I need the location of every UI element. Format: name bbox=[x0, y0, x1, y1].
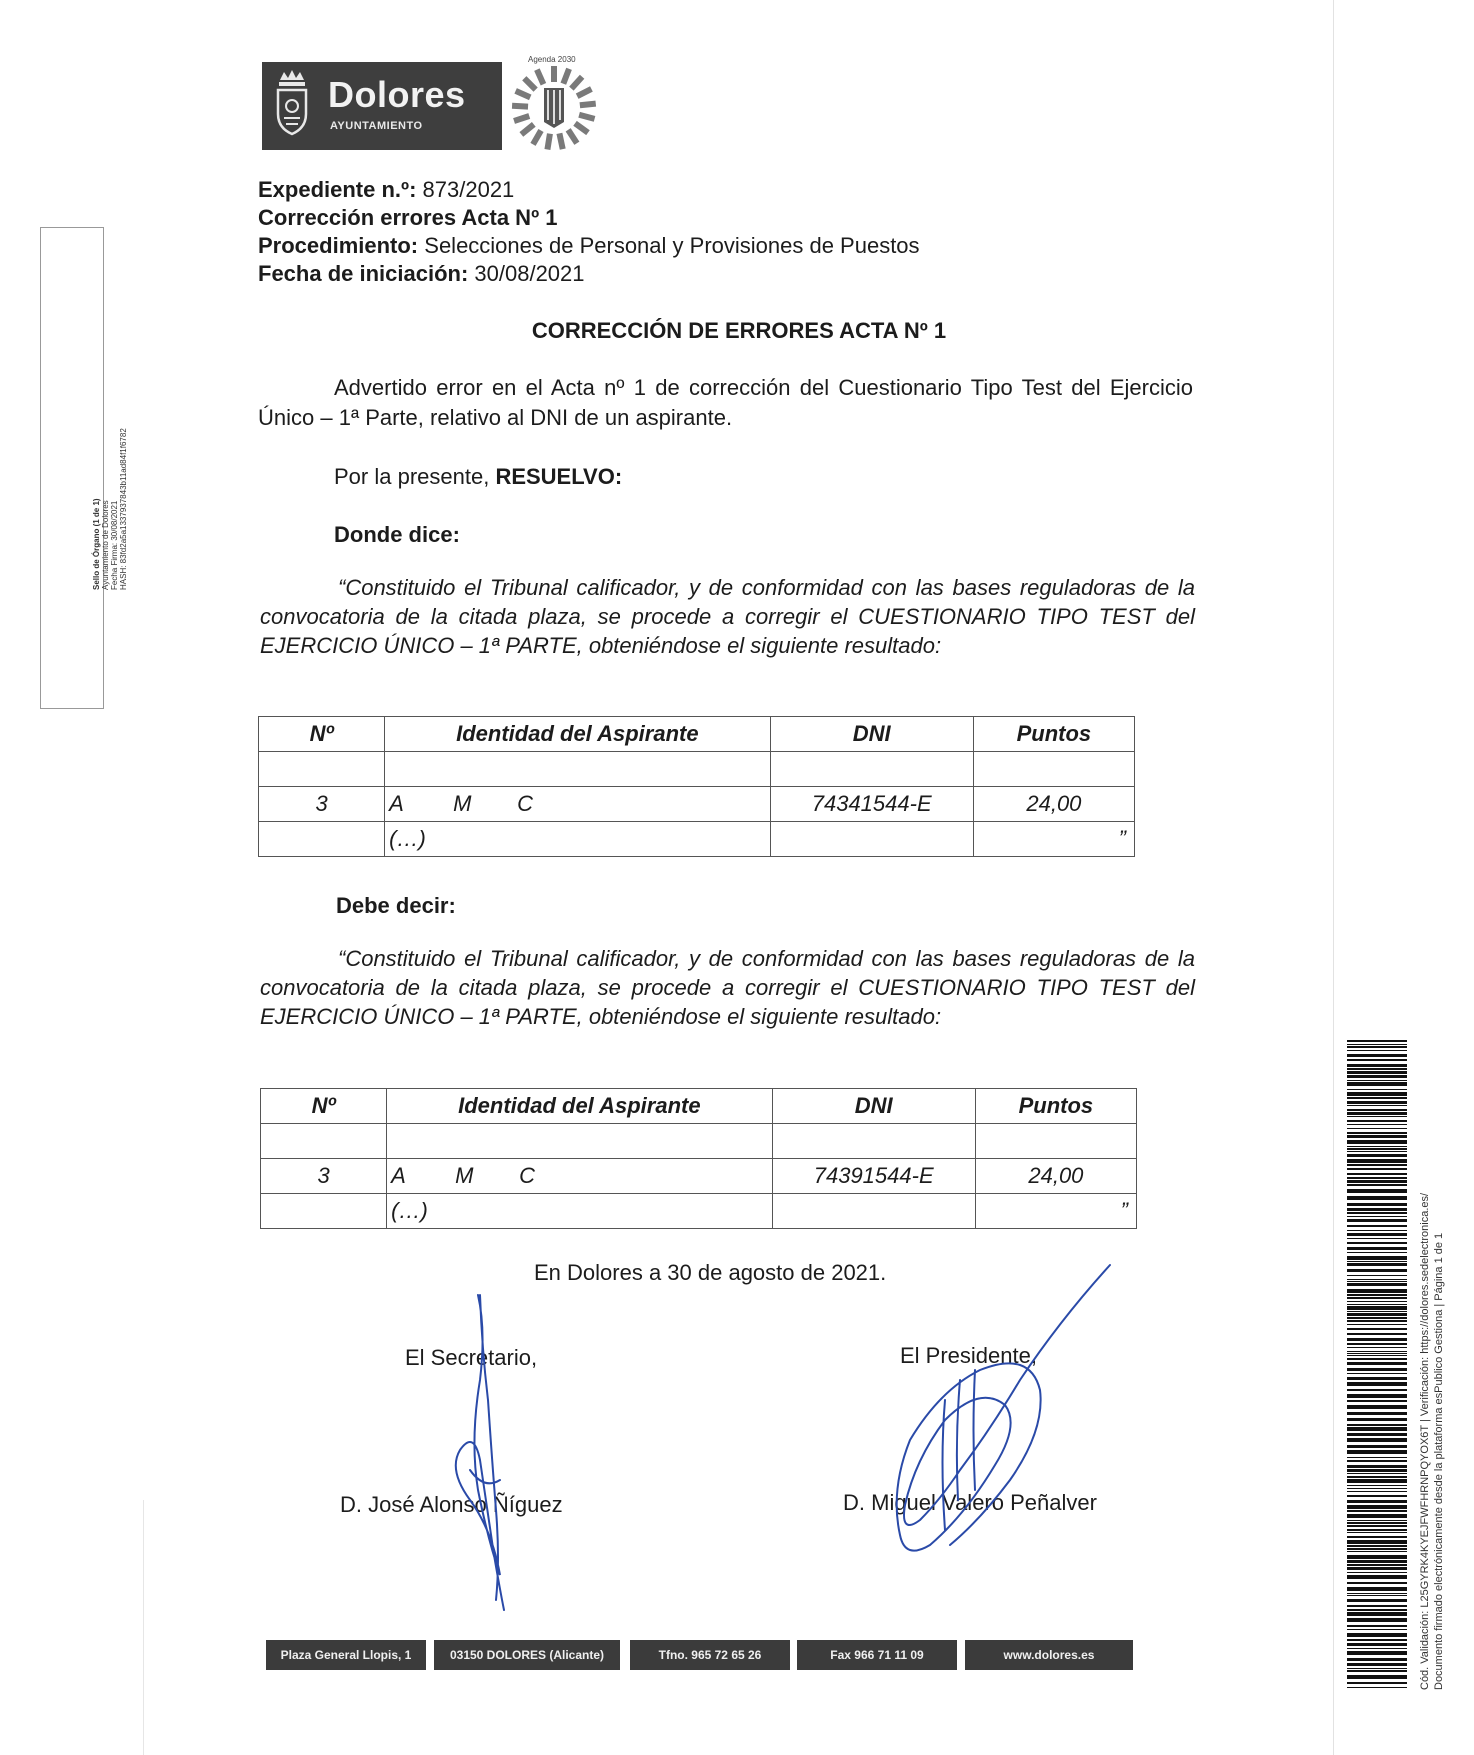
resolution-line bbox=[334, 462, 622, 492]
debe-decir-heading: Debe decir: bbox=[336, 893, 456, 918]
procedimiento-label: Procedimiento: bbox=[258, 233, 419, 258]
row-points: 24,00 bbox=[975, 1159, 1136, 1194]
resuelvo: RESUELVO: bbox=[495, 464, 623, 489]
header-points: Puntos bbox=[975, 1089, 1136, 1124]
validation-line-1: Cód. Validación: L25GYRK4KYEJFWFHRNPQYOX6T | Verificación: https://dolores.sedelectronica.es/ bbox=[1419, 1192, 1431, 1690]
presidente-role: El Presidente, bbox=[900, 1343, 1037, 1368]
seal-line-1: Sello de Órgano (1 de 1) bbox=[92, 498, 101, 590]
intro-paragraph: Advertido error en el Acta nº 1 de corrección del Cuestionario Tipo Test del Ejercicio Único – 1ª Parte, relativo al DNI de un aspirante. bbox=[258, 375, 1193, 430]
table-row-ellipsis bbox=[261, 1194, 1137, 1229]
footer-web[interactable]: www.dolores.es bbox=[965, 1640, 1133, 1670]
presidente-name: D. Miguel Valero Peñalver bbox=[843, 1490, 1097, 1515]
agenda-label: Agenda 2030 bbox=[528, 55, 576, 64]
quote-paragraph-original: “Constituido el Tribunal calificador, y de conformidad con las bases reguladoras de la convocatoria de la citada plaza, se procede a corregir el CUESTIONARIO TIPO TEST del EJERCICIO ÚNICO – 1ª PARTE, obteniéndose el siguiente resultado: bbox=[260, 575, 1195, 658]
header-identity: Identidad del Aspirante bbox=[385, 717, 770, 752]
row-num: 3 bbox=[261, 1159, 387, 1194]
quote-paragraph-corrected: “Constituido el Tribunal calificador, y de conformidad con las bases reguladoras de la convocatoria de la citada plaza, se procede a corregir el CUESTIONARIO TIPO TEST del EJERCICIO ÚNICO – 1ª PARTE, obteniéndose el siguiente resultado: bbox=[260, 946, 1195, 1029]
donde-dice-heading: Donde dice: bbox=[334, 522, 460, 547]
seal-text bbox=[92, 428, 128, 590]
validation-text bbox=[1418, 1193, 1446, 1690]
secretario-role: El Secretario, bbox=[405, 1345, 538, 1370]
barcode-icon bbox=[1347, 1040, 1407, 1688]
row-dni: 74341544-E bbox=[770, 787, 973, 822]
results-table-corrected bbox=[260, 1088, 1137, 1229]
procedimiento-value: Selecciones de Personal y Provisiones de Puestos bbox=[424, 233, 920, 258]
document-meta bbox=[258, 176, 920, 288]
ellipsis: (…) bbox=[385, 822, 770, 857]
validation-line-2: Documento firmado electrónicamente desde la plataforma esPublico Gestiona | Página 1 de 1 bbox=[1433, 1232, 1445, 1690]
table-row bbox=[259, 787, 1135, 822]
secretario-signature bbox=[456, 1295, 504, 1610]
secretario-name: D. José Alonso Ñíguez bbox=[340, 1492, 563, 1517]
footer-phone: Tfno. 965 72 65 26 bbox=[630, 1640, 790, 1670]
table-header-row bbox=[259, 717, 1135, 752]
header-num: Nº bbox=[261, 1089, 387, 1124]
page-edge-line bbox=[1333, 0, 1334, 1755]
table-row bbox=[261, 1159, 1137, 1194]
header-dni: DNI bbox=[770, 717, 973, 752]
seal-line-2: Ayuntamiento de Dolores bbox=[101, 500, 110, 590]
table-row-empty bbox=[261, 1124, 1137, 1159]
closing-quote: ” bbox=[1118, 826, 1126, 851]
place-date: En Dolores a 30 de agosto de 2021. bbox=[534, 1260, 887, 1285]
ellipsis: (…) bbox=[387, 1194, 772, 1229]
results-table-original bbox=[258, 716, 1135, 857]
header-num: Nº bbox=[259, 717, 385, 752]
row-identity: A M C bbox=[385, 787, 770, 822]
closing-quote: ” bbox=[1120, 1198, 1128, 1223]
footer-postal: 03150 DOLORES (Alicante) bbox=[434, 1640, 620, 1670]
row-dni: 74391544-E bbox=[772, 1159, 975, 1194]
fecha-label: Fecha de iniciación: bbox=[258, 261, 469, 286]
por-la-presente: Por la presente, bbox=[334, 464, 490, 489]
dolores-logo bbox=[262, 62, 502, 150]
fecha-value: 30/08/2021 bbox=[474, 261, 585, 286]
footer-address: Plaza General Llopis, 1 bbox=[266, 1640, 426, 1670]
table-row-empty bbox=[259, 752, 1135, 787]
logo-name: Dolores bbox=[328, 74, 466, 115]
footer-fax: Fax 966 71 11 09 bbox=[797, 1640, 957, 1670]
header-identity: Identidad del Aspirante bbox=[387, 1089, 772, 1124]
expediente-value: 873/2021 bbox=[422, 177, 515, 202]
seal-line-3: Fecha Firma: 30/08/2021 bbox=[110, 500, 119, 590]
seal-line-4: HASH: 83fd2a5a1337937843b11ad84f1f6782 bbox=[119, 428, 128, 590]
row-points: 24,00 bbox=[973, 787, 1134, 822]
agenda-2030-icon bbox=[508, 54, 600, 154]
table-row-ellipsis bbox=[259, 822, 1135, 857]
logo-subtitle: AYUNTAMIENTO bbox=[330, 120, 423, 132]
expediente-label: Expediente n.º: bbox=[258, 177, 417, 202]
document-title: CORRECCIÓN DE ERRORES ACTA Nº 1 bbox=[531, 318, 947, 343]
crest-icon bbox=[272, 70, 312, 142]
row-identity: A M C bbox=[387, 1159, 772, 1194]
correccion-line: Corrección errores Acta Nº 1 bbox=[258, 205, 558, 230]
page-edge-line bbox=[143, 1500, 144, 1755]
row-num: 3 bbox=[259, 787, 385, 822]
table-header-row bbox=[261, 1089, 1137, 1124]
header-dni: DNI bbox=[772, 1089, 975, 1124]
header-points: Puntos bbox=[973, 717, 1134, 752]
